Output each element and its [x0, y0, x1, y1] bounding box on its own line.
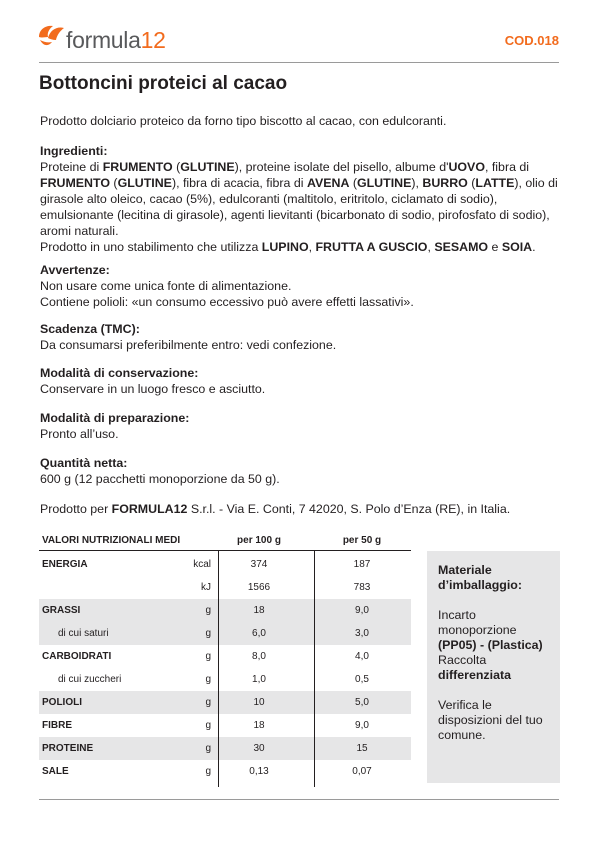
nutrition-header-rule [39, 550, 411, 551]
table-row: GRASSI g 18 9,0 [39, 599, 411, 622]
table-row: di cui saturi g 6,0 3,0 [39, 622, 411, 645]
expiry-text: Da consumarsi preferibilmente entro: vedi confezione. [40, 338, 337, 352]
preparation-section [40, 410, 560, 442]
storage-text: Conservare in un luogo fresco e asciutto. [40, 382, 266, 396]
table-column-divider [218, 551, 219, 787]
footer-divider [39, 799, 559, 800]
warning-line: Contiene polioli: «un consumo eccessivo può avere effetti lassativi». [40, 295, 414, 309]
table-column-divider [314, 551, 315, 787]
table-row: ENERGIA kcal 374 187 [42, 559, 371, 570]
quantity-section [40, 455, 560, 487]
brand-logo-mark [36, 20, 66, 50]
quantity-heading: Quantità netta: [40, 456, 128, 470]
packaging-material: (PP05) - (Plastica) [438, 638, 543, 652]
storage-section [40, 365, 560, 397]
product-code: COD.018 [504, 33, 559, 48]
nutrition-col-per50: per 50 g [342, 535, 382, 546]
header-divider [39, 62, 559, 63]
table-row: SALE g 0,13 0,07 [42, 766, 372, 777]
table-row: PROTEINE g 30 15 [39, 737, 411, 760]
warnings-section [40, 262, 560, 310]
ingredients-section [40, 143, 560, 255]
storage-heading: Modalità di conservazione: [40, 366, 199, 380]
page-title: Bottoncini proteici al cacao [39, 73, 288, 94]
packaging-line: Incarto monoporzione [438, 608, 517, 637]
quantity-text: 600 g (12 pacchetti monoporzione da 50 g). [40, 472, 280, 486]
nutrition-table-title: VALORI NUTRIZIONALI MEDI [42, 535, 181, 546]
ingredients-heading: Ingredienti: [40, 144, 108, 158]
packaging-heading: Materiale d’imballaggio: [438, 563, 522, 592]
expiry-section [40, 321, 560, 353]
preparation-heading: Modalità di preparazione: [40, 411, 190, 425]
brand-logo-text: formula12 [66, 27, 166, 53]
ingredients-text: Proteine di FRUMENTO (GLUTINE), proteine isolate del pisello, albume d'UOVO, fibra di FRUMENTO (GLUTINE), fibra di acacia, fibra di AVENA (GLUTINE), BURRO (LATTE), olio di girasole alto oleico, cacao (5%), edulcoranti (maltitolo, eritritolo, ciclamato di sodio), emulsionante (lecitina di girasole), agenti lievitanti (bicarbonato di sodio, pirofosfato di sodio), aromi naturali. [40, 160, 558, 238]
warnings-heading: Avvertenze: [40, 263, 110, 277]
producer-line: Prodotto per FORMULA12 S.r.l. - Via E. Conti, 7 42020, S. Polo d’Enza (RE), in Italia. [40, 502, 511, 516]
table-row: POLIOLI g 10 5,0 [39, 691, 411, 714]
expiry-heading: Scadenza (TMC): [40, 322, 140, 336]
preparation-text: Pronto all’uso. [40, 427, 119, 441]
table-row: kJ 1566 783 [201, 582, 371, 593]
facility-allergens: Prodotto in uno stabilimento che utilizza LUPINO, FRUTTA A GUSCIO, SESAMO e SOIA. [40, 240, 536, 254]
packaging-line: differenziata [438, 668, 511, 682]
table-row: di cui zuccheri g 1,0 0,5 [58, 674, 369, 685]
table-row: FIBRE g 18 9,0 [42, 720, 369, 731]
table-row: CARBOIDRATI g 8,0 4,0 [42, 651, 369, 662]
product-description: Prodotto dolciario proteico da forno tipo biscotto al cacao, con edulcoranti. [40, 114, 447, 128]
packaging-line: Raccolta [438, 653, 487, 667]
warning-line: Non usare come unica fonte di alimentazione. [40, 279, 292, 293]
packaging-note: Verifica le disposizioni del tuo comune. [438, 698, 543, 742]
nutrition-col-per100: per 100 g [237, 535, 281, 546]
packaging-box [427, 551, 560, 783]
